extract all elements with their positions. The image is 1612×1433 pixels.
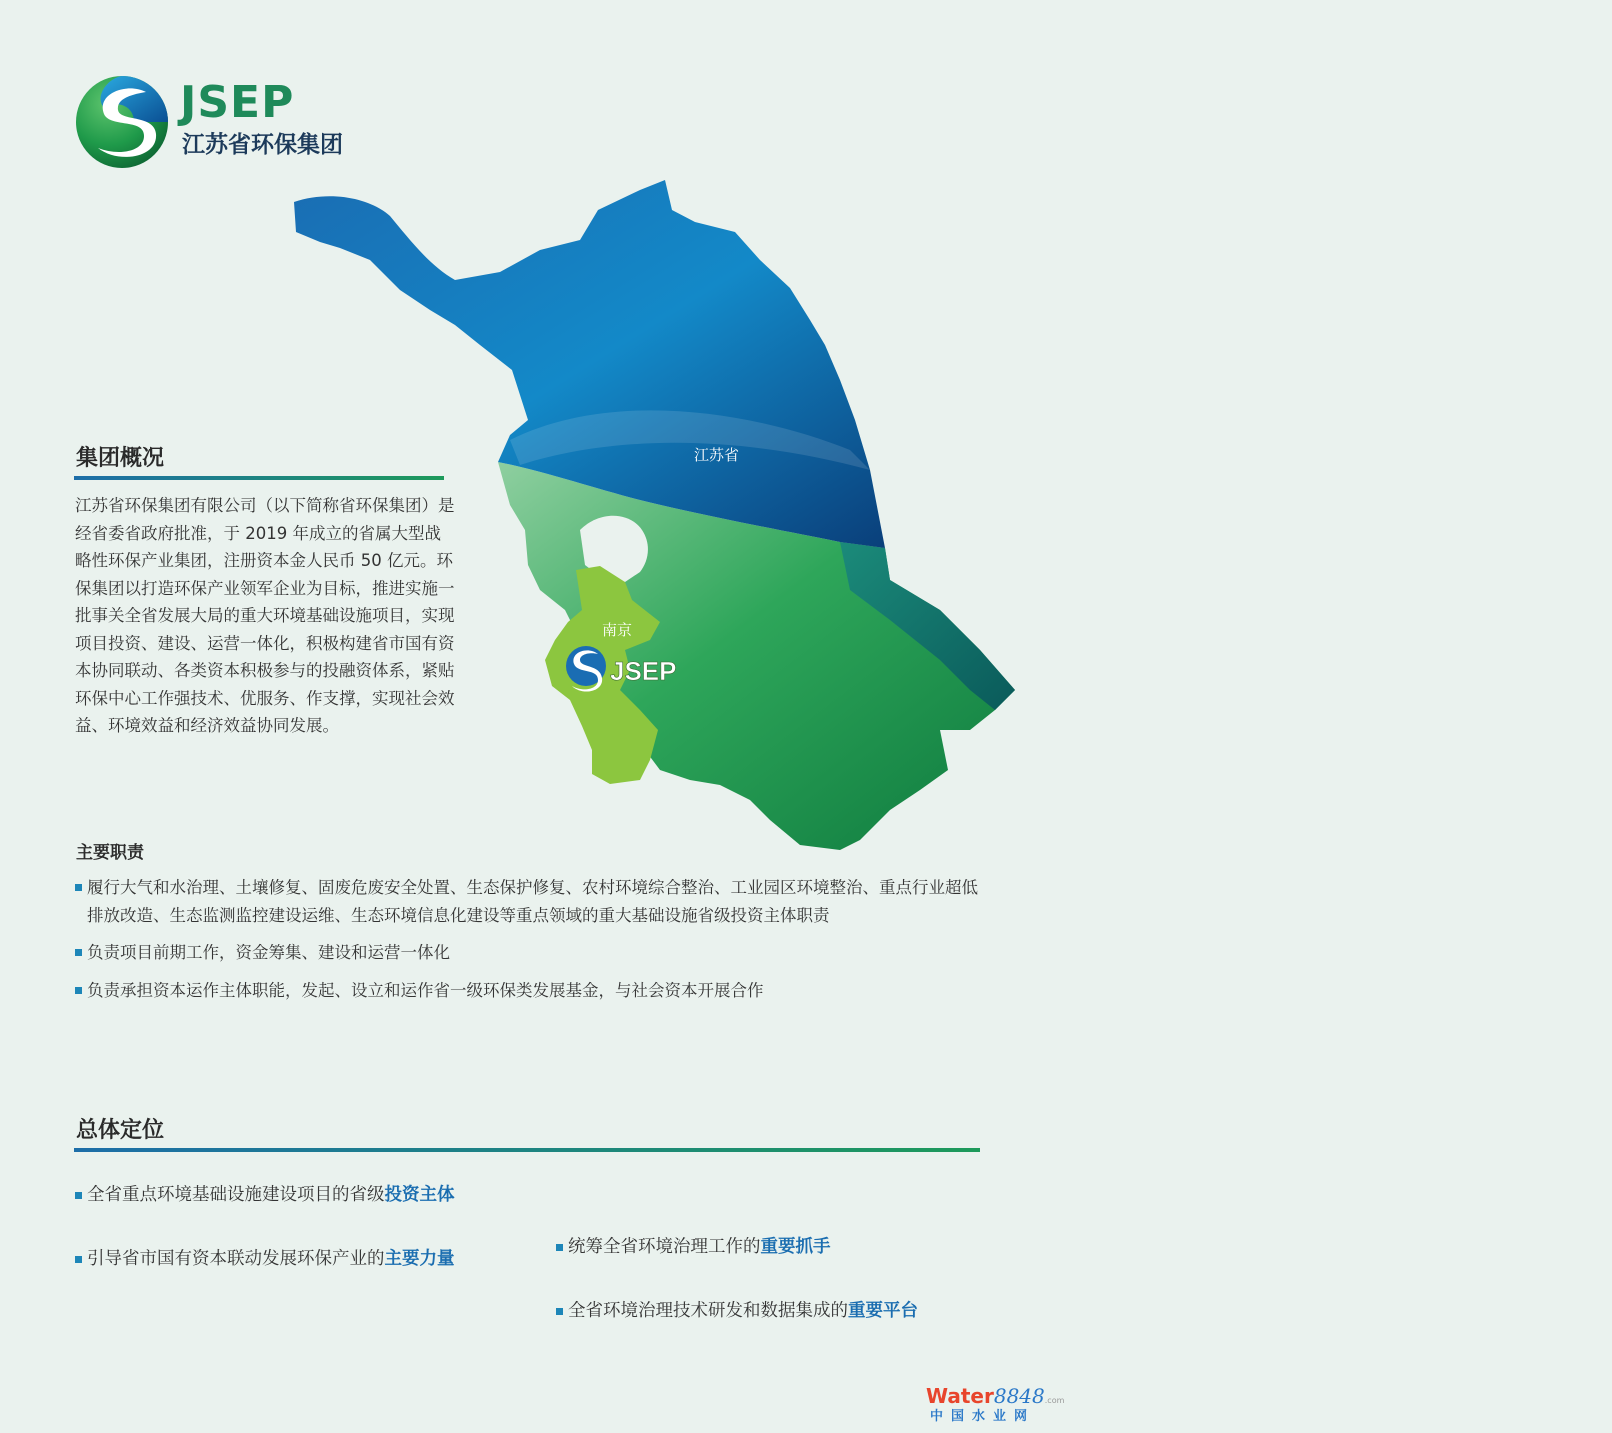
positioning-item-text: 引导省市国有资本联动发展环保产业的 [87, 1249, 385, 1269]
duty-item: 负责项目前期工作，资金筹集、建设和运营一体化 [75, 939, 985, 967]
overview-title: 集团概况 [76, 446, 165, 471]
overview-divider [74, 476, 444, 480]
map-label-city: 南京 [602, 621, 633, 639]
watermark-part2: 8848 [993, 1384, 1045, 1408]
positioning-item [75, 1182, 1131, 1208]
positioning-item-highlight: 重要抓手 [760, 1237, 831, 1257]
positioning-item-highlight: 主要力量 [384, 1249, 455, 1269]
map-city-logo-text: JSEP [610, 656, 677, 686]
positioning-divider [74, 1148, 980, 1152]
positioning-item-highlight: 投资主体 [384, 1185, 455, 1205]
duties-title: 主要职责 [76, 843, 144, 863]
duties-list [75, 874, 985, 1014]
site-watermark [926, 1384, 1065, 1428]
map-label-province: 江苏省 [694, 446, 740, 464]
jsep-logo-icon [74, 74, 170, 170]
duty-item: 负责承担资本运作主体职能，发起、设立和运作省一级环保类发展基金，与社会资本开展合作 [75, 977, 985, 1005]
positioning-item [556, 1234, 1612, 1260]
positioning-title: 总体定位 [76, 1118, 165, 1143]
positioning-item [556, 1298, 1612, 1324]
overview-text: 江苏省环保集团有限公司（以下简称省环保集团）是经省委省政府批准，于 2019 年成立的省属大型战略性环保产业集团，注册资本金人民币 50 亿元。环保集团以打造环保产业领军企业为目标，推进实施一批事关全省发展大局的重大环境基础设施项目，实现项目投资、建设、运营一体化，积极构建省市国有资本协同联动、各类资本积极参与的投融资体系，紧贴环保中心工作强技术、优服务、作支撑，实现社会效益、环境效益和经济效益协同发展。 [75, 496, 455, 735]
positioning-item-text: 全省环境治理技术研发和数据集成的 [568, 1301, 848, 1321]
duty-item: 履行大气和水治理、土壤修复、固废危废安全处置、生态保护修复、农村环境综合整治、工业园区环境整治、重点行业超低排放改造、生态监测监控建设运维、生态环境信息化建设等重点领域的重大基础设施省级投资主体职责 [75, 874, 985, 929]
positioning-item-highlight: 重要平台 [848, 1301, 918, 1321]
watermark-part1: Water [926, 1384, 994, 1408]
brand-logo [74, 74, 374, 174]
positioning-item-text: 全省重点环境基础设施建设项目的省级 [87, 1185, 385, 1205]
logo-en-text: JSEP [180, 77, 295, 128]
watermark-part3: .com [1044, 1396, 1065, 1405]
logo-cn-text: 江苏省环保集团 [182, 132, 343, 158]
positioning-item-text: 统筹全省环境治理工作的 [568, 1237, 761, 1257]
watermark-bottom: 中国水业网 [930, 1409, 1036, 1424]
